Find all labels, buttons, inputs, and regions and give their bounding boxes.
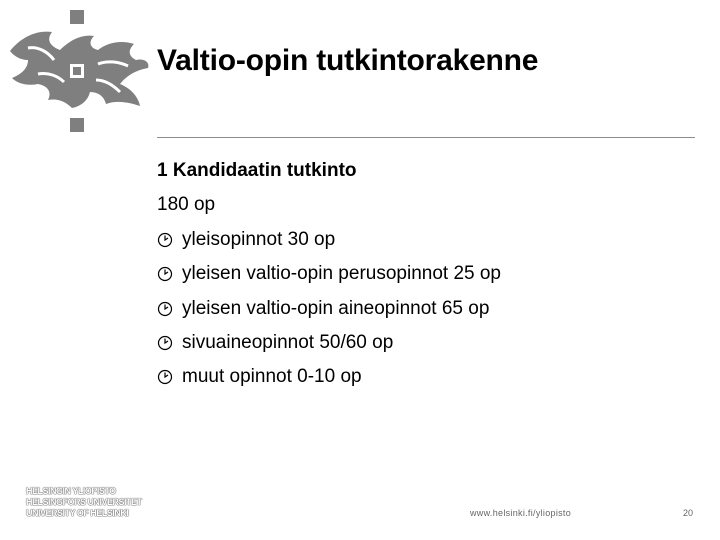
university-name-fi: HELSINGIN YLIOPISTO xyxy=(26,486,116,496)
list-item xyxy=(157,298,501,332)
list-item-label: yleisen valtio-opin perusopinnot 25 op xyxy=(182,263,501,285)
title-divider xyxy=(157,137,695,138)
clock-icon xyxy=(157,335,173,351)
university-name-sv: HELSINGFORS UNIVERSITET xyxy=(26,497,142,507)
slide-title: Valtio-opin tutkintorakenne xyxy=(157,44,539,77)
list-item-label: muut opinnot 0-10 op xyxy=(182,366,362,388)
clock-icon xyxy=(157,266,173,282)
page-number: 20 xyxy=(683,508,694,518)
list-item-label: yleisen valtio-opin aineopinnot 65 op xyxy=(182,297,490,319)
university-name-en: UNIVERSITY OF HELSINKI xyxy=(26,508,129,518)
list-item xyxy=(157,263,501,297)
section-heading: 1 Kandidaatin tutkinto xyxy=(157,160,357,181)
clock-icon xyxy=(157,369,173,385)
credit-breakdown-list xyxy=(157,229,501,400)
list-item xyxy=(157,332,501,366)
list-item-label: yleisopinnot 30 op xyxy=(182,229,336,250)
list-item xyxy=(157,229,501,263)
university-flame-logo-icon xyxy=(8,6,153,141)
footer-url: www.helsinki.fi/yliopisto xyxy=(470,508,572,518)
list-item xyxy=(157,366,501,400)
clock-icon xyxy=(157,301,173,317)
total-credits: 180 op xyxy=(157,194,216,215)
list-item-label: sivuaineopinnot 50/60 op xyxy=(182,331,394,353)
university-name-block xyxy=(26,486,142,519)
clock-icon xyxy=(157,232,173,248)
